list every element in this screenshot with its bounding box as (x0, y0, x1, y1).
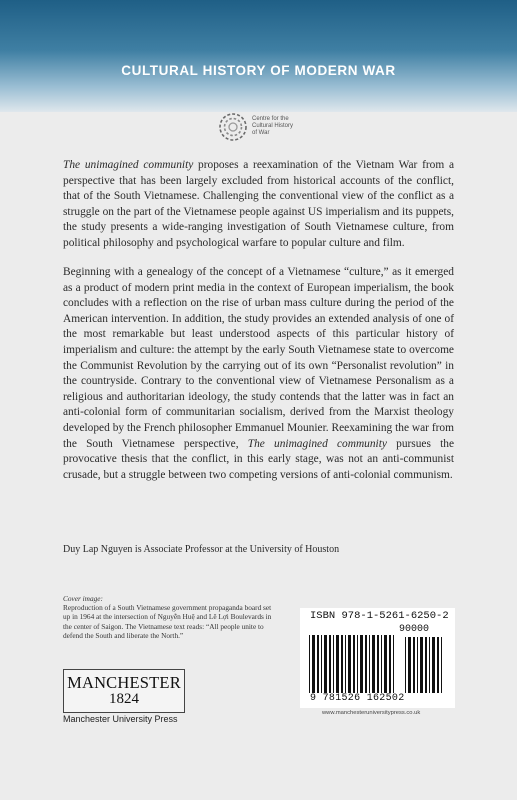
barcode-bar (365, 635, 367, 693)
barcode-bar (432, 637, 435, 693)
barcode-bar (437, 637, 439, 693)
cover-image-note (63, 594, 278, 640)
centre-name: Centre for the Cultural History of War (252, 116, 294, 136)
barcode-bar (441, 637, 442, 693)
barcode-bar (405, 637, 406, 693)
barcode-bar (336, 635, 339, 693)
barcode-bar (309, 635, 310, 693)
isbn-label: ISBN 978-1-5261-6250-2 (310, 610, 449, 622)
barcode-bar (348, 635, 351, 693)
barcode-bar (372, 635, 375, 693)
barcode-bar (420, 637, 423, 693)
barcode-bar (377, 635, 379, 693)
barcode-bar (393, 635, 394, 693)
barcode-bar (381, 635, 382, 693)
price-addon-code: 90000 (399, 624, 430, 635)
publisher-logo-name: MANCHESTER (67, 673, 181, 692)
publisher-url: www.manchesteruniversitypress.co.uk (322, 710, 421, 716)
barcode-bar (341, 635, 343, 693)
barcode-bar (389, 635, 391, 693)
barcode-bar (312, 635, 315, 693)
blurb-paragraph-1 (63, 158, 454, 252)
cover-image-text: Reproduction of a South Vietnamese government propaganda board set up in 1964 at the intersection of Nguyễn Huệ and Lê Lợi Boulevards in the center of Saigon. The Vietnamese text reads: “All people unite to defend the South and liberate the North.” (63, 603, 272, 640)
barcode-bars (308, 635, 398, 693)
blurb-text: proposes a reexamination of the Vietnam War from a perspective that has been largely excluded from historical accounts of the conflict, that of the South Vietnamese. Challenging the conventional view of the conflict as a struggle on the part of the Vietnamese people against US imperialism and its puppets, the study presents a wide-ranging investigation of South Vietnamese culture, from political philosophy and psychological warfare to popular culture and film. (63, 159, 454, 249)
barcode-bar (425, 637, 427, 693)
barcode-bar (357, 635, 358, 693)
book-title: The unimagined community (63, 159, 194, 171)
centre-emblem-icon (217, 111, 249, 143)
cover-image-heading: Cover image: (63, 594, 103, 603)
barcode-bar (345, 635, 346, 693)
barcode-bar (417, 637, 418, 693)
blurb-text: pursues the provocative thesis that the conflict, in this early stage, was not an anti-communist crusade, but a struggle between two competing versions of anti-colonial communism. (63, 437, 455, 481)
addon-barcode-bars (404, 637, 446, 693)
barcode-bar (408, 637, 411, 693)
publisher-logo-year: 1824 (109, 691, 139, 707)
barcode-bar (360, 635, 363, 693)
barcode-bar (353, 635, 355, 693)
centre-logo (217, 111, 327, 147)
barcode-bar (384, 635, 387, 693)
barcode-bar (369, 635, 370, 693)
author-bio: Duy Lap Nguyen is Associate Professor at the University of Houston (63, 544, 340, 555)
publisher-logo-box (63, 669, 185, 713)
blurb-text: Beginning with a genealogy of the concept of a Vietnamese “culture,” as it emerged as a product of modern print media in the context of European imperialism, the book concludes with a reflection on the rise of urban mass culture during the period of the American intervention. In addition, the study provides an extended analysis of one of the most remarkable but least understood aspects of this particular history of imperialism and culture: the attempt by the early South Vietnamese state to overcome the Communist Revolution by the carrying out of its own “Personalist revolution” in the countryside. Contrary to the conventional view of Vietnamese Personalism as a religious and authoritarian ideology, the study contends that the latter was in fact an anti-colonial form of communitarian socialism, derived from the Marxist theology developed by the French philosopher Emmanuel Mounier. Reexamining the war from the South Vietnamese perspective, (63, 266, 454, 450)
barcode-bar (329, 635, 331, 693)
barcode-bar (429, 637, 430, 693)
header-band (0, 0, 517, 112)
barcode-bar (333, 635, 334, 693)
book-title: The unimagined community (247, 437, 387, 450)
series-title: CULTURAL HISTORY OF MODERN WAR (121, 63, 396, 78)
publisher-logo (63, 669, 213, 724)
publisher-name: Manchester University Press (63, 714, 178, 724)
barcode (300, 608, 455, 708)
barcode-digits: 9 781526 162502 (310, 693, 405, 704)
barcode-bar (324, 635, 327, 693)
barcode-bar (321, 635, 322, 693)
barcode-bar (317, 635, 319, 693)
barcode-bar (413, 637, 415, 693)
blurb-paragraph-2 (63, 265, 454, 483)
